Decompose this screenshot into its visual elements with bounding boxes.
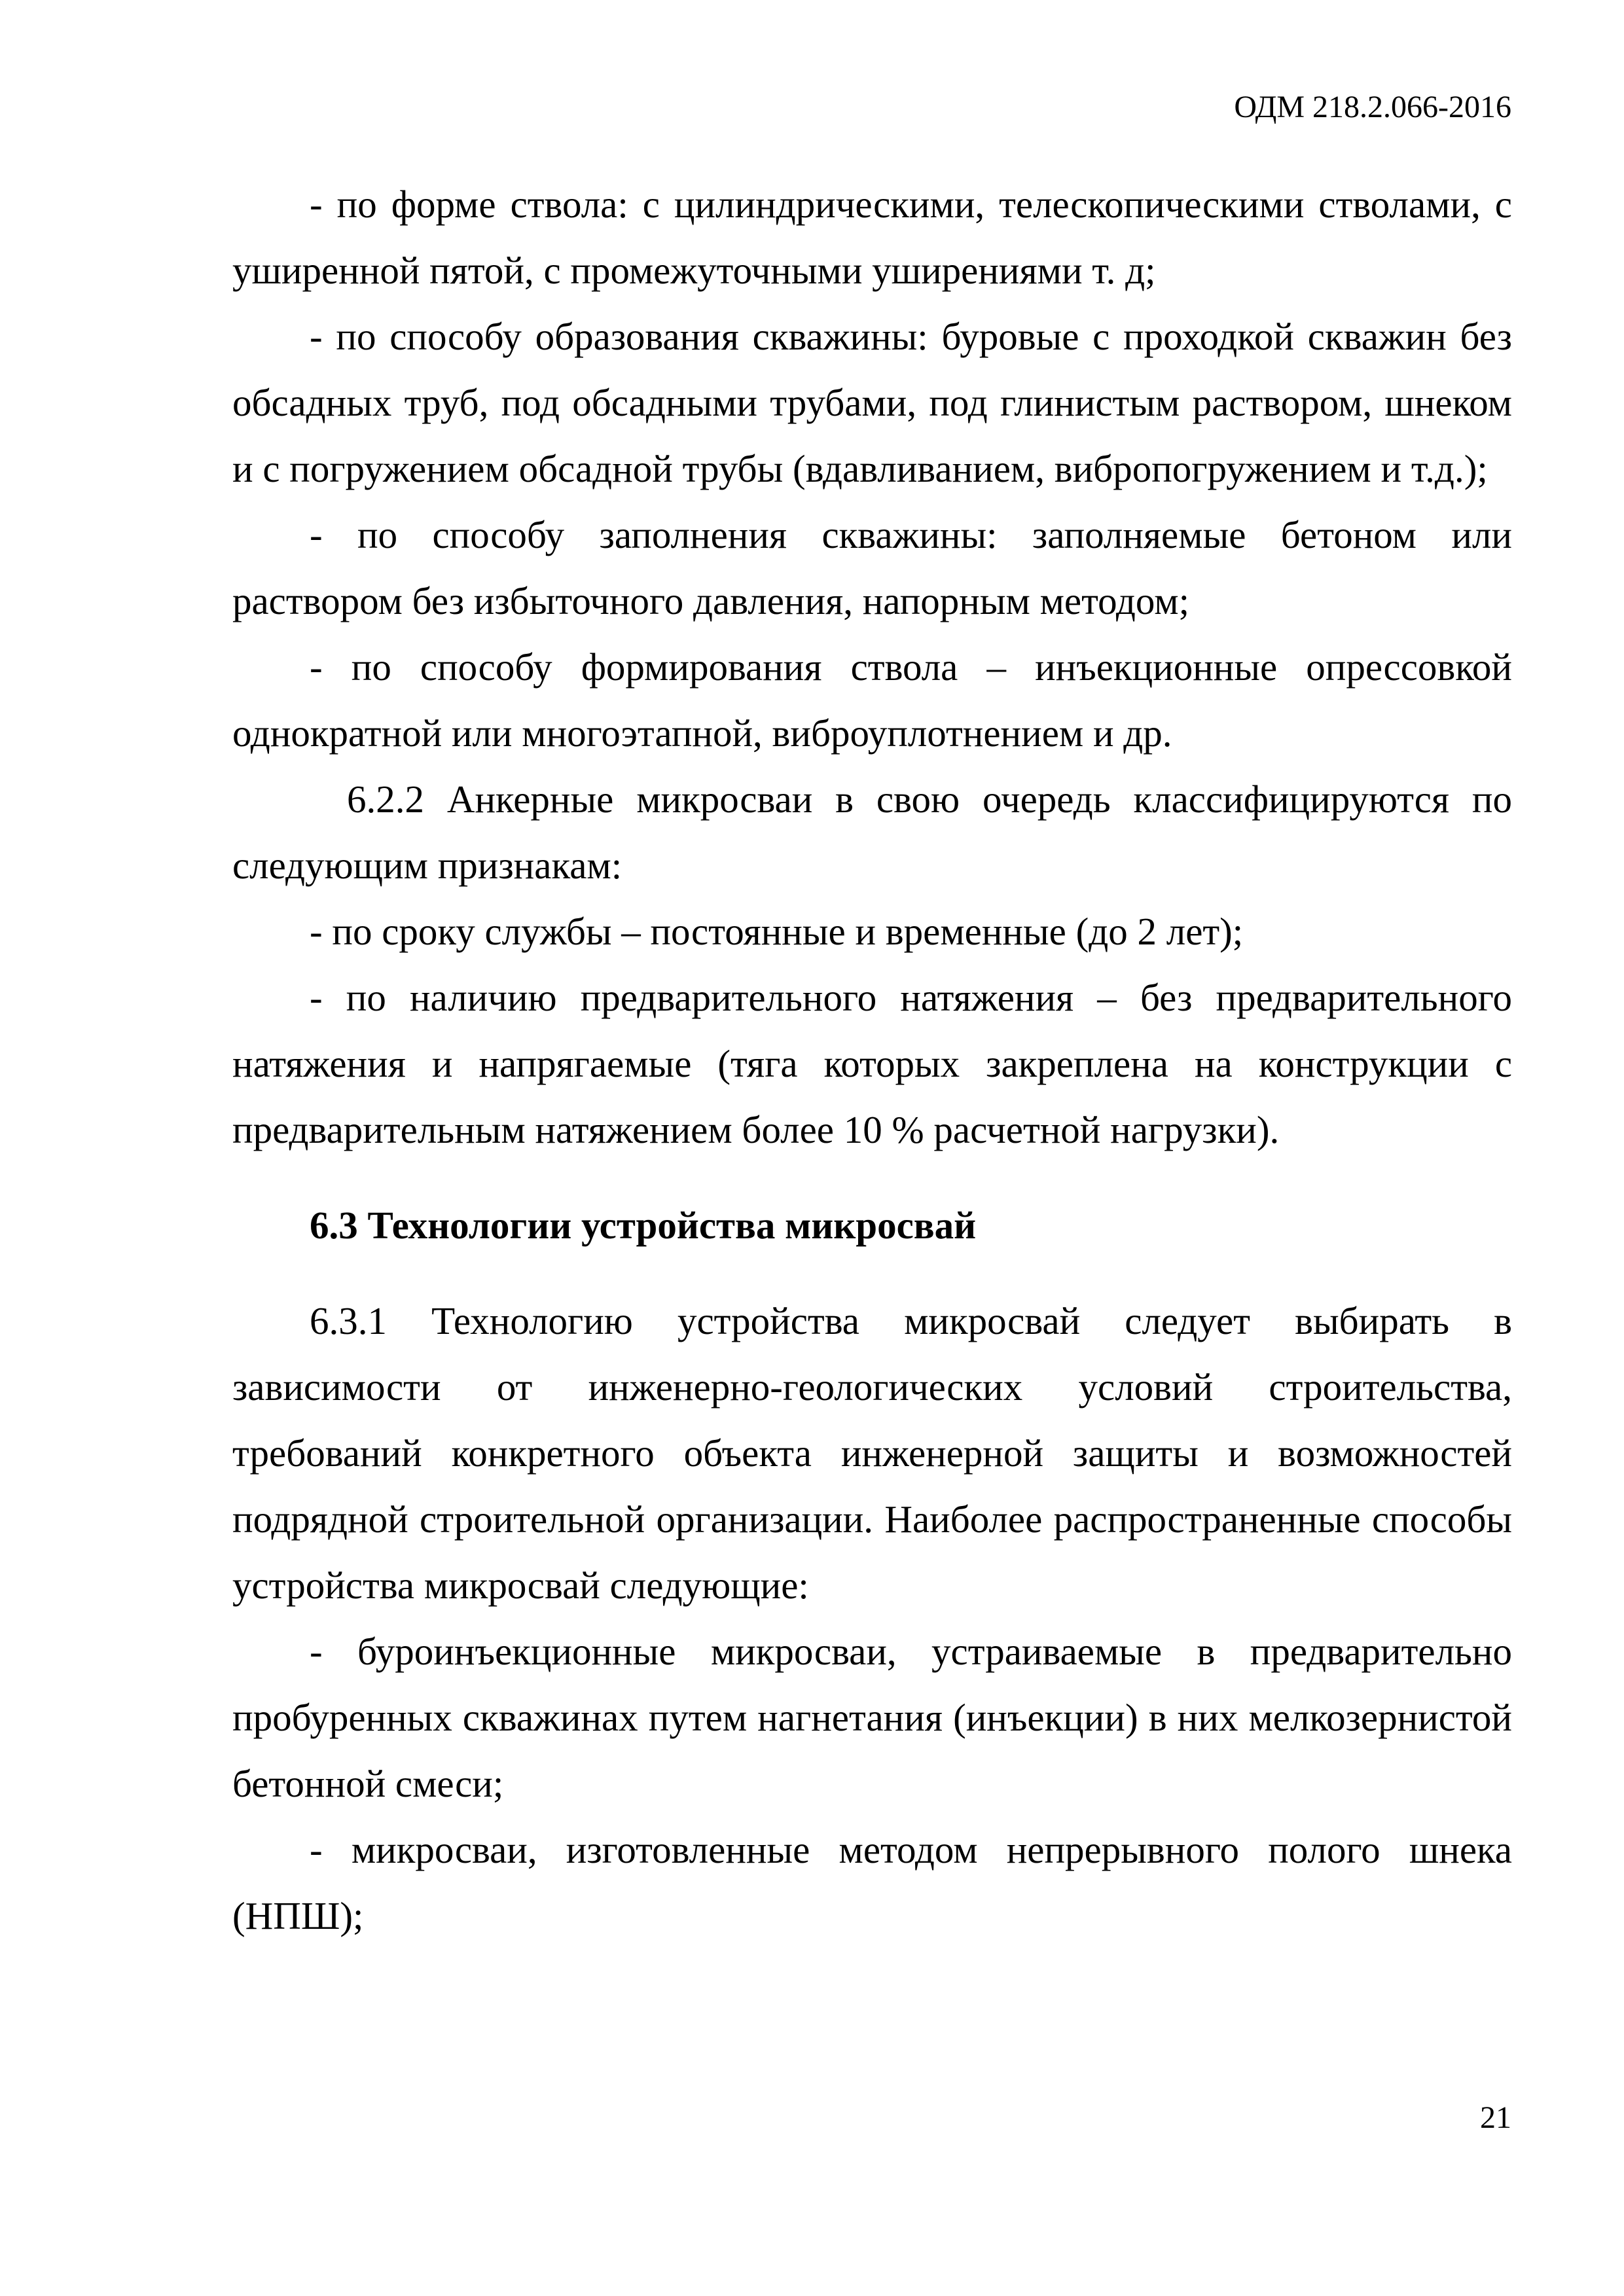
document-code-header: ОДМ 218.2.066-2016 xyxy=(1234,90,1511,124)
section-heading-6-3: 6.3 Технологии устройства микросвай xyxy=(310,1204,977,1247)
page-body xyxy=(232,171,1512,1949)
paragraph-trunk-forming: - по способу формирования ствола – инъекционные опрессовкой однократной или многоэтапной, виброуплотнением и др. xyxy=(232,645,1512,755)
paragraph-borehole-formation: - по способу образования скважины: буровые с проходкой скважин без обсадных труб, под обсадными трубами, под глинистым раствором, шнеком и с погружением обсадной трубы (вдавливанием, вибропогружением и т.д.); xyxy=(232,315,1512,490)
paragraph-borehole-filling: - по способу заполнения скважины: заполняемые бетоном или раствором без избыточного давления, напорным методом; xyxy=(232,513,1512,622)
paragraph-drill-injection-piles: - буроинъекционные микросваи, устраиваемые в предварительно пробуренных скважинах путем нагнетания (инъекции) в них мелкозернистой бетонной смеси; xyxy=(232,1630,1512,1805)
paragraph-6-2-2: 6.2.2 Анкерные микросваи в свою очередь классифицируются по следующим признакам: xyxy=(232,778,1512,887)
page-number: 21 xyxy=(1480,2100,1511,2135)
paragraph-continuous-auger-piles: - микросваи, изготовленные методом непрерывного полого шнека (НПШ); xyxy=(232,1828,1512,1937)
paragraph-service-life: - по сроку службы – постоянные и временные (до 2 лет); xyxy=(310,910,1244,953)
paragraph-6-3-1: 6.3.1 Технологию устройства микросвай следует выбирать в зависимости от инженерно-геологических условий строительства, требований конкретного объекта инженерной защиты и возможностей подрядной строительной организации. Наиболее распространенные способы устройства микросвай следующие: xyxy=(232,1299,1512,1607)
paragraph-pretension: - по наличию предварительного натяжения – без предварительного натяжения и напрягаемые (тяга которых закреплена на конструкции с предварительным натяжением более 10 % расчетной нагрузки). xyxy=(232,976,1512,1151)
paragraph-trunk-shape: - по форме ствола: с цилиндрическими, телескопическими стволами, с уширенной пятой, с промежуточными уширениями т. д; xyxy=(232,183,1512,292)
